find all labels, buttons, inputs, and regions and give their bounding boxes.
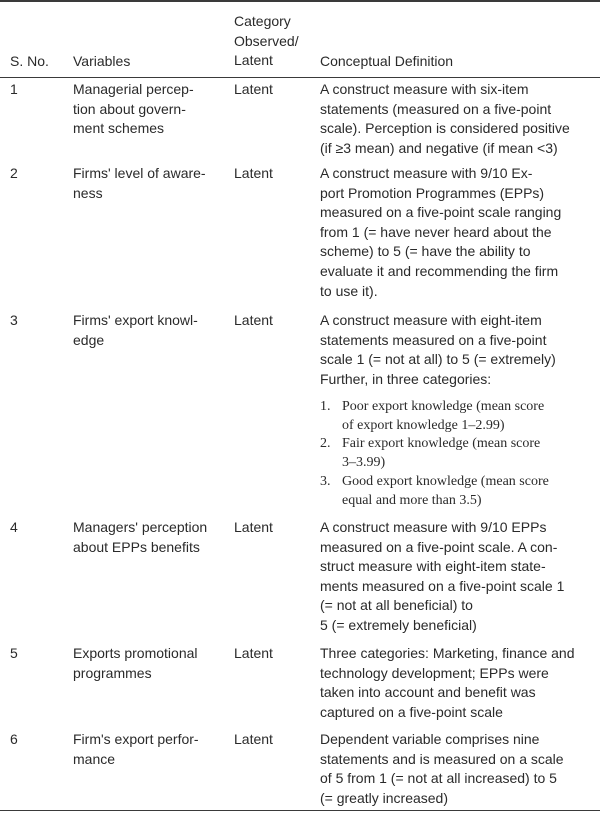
definition-line: 5 (= extremely beneficial) bbox=[320, 616, 477, 633]
list-item-line: of export knowledge 1–2.99) bbox=[342, 417, 505, 433]
variable-line: programmes bbox=[73, 664, 152, 681]
definition-line: Dependent variable comprises nine bbox=[320, 731, 540, 747]
definition-line: A construct measure with eight-item bbox=[320, 312, 542, 328]
row-4-category: Latent bbox=[234, 519, 273, 535]
definition-line: from 1 (= have never heard about the bbox=[320, 223, 552, 240]
definition-line: (= greatly increased) bbox=[320, 789, 449, 806]
row-3-category: Latent bbox=[234, 312, 273, 328]
row-5-variable bbox=[73, 644, 231, 683]
definition-line: A construct measure with 9/10 Ex- bbox=[320, 165, 533, 181]
header-category bbox=[234, 12, 314, 71]
table-bottom-rule bbox=[0, 810, 600, 811]
header-category-line: Observed/ bbox=[234, 32, 299, 49]
row-5-sno: 5 bbox=[10, 645, 18, 661]
row-2-category: Latent bbox=[234, 165, 273, 181]
variable-line: about EPPs benefits bbox=[73, 538, 200, 555]
table-top-rule bbox=[0, 0, 600, 2]
variable-line: Managers' perception bbox=[73, 519, 208, 535]
row-1-sno: 1 bbox=[10, 81, 18, 97]
row-3-definition bbox=[320, 311, 595, 389]
definition-line: to use it). bbox=[320, 282, 378, 299]
definition-line: ments measured on a five-point scale 1 bbox=[320, 577, 565, 594]
row-1-category: Latent bbox=[234, 81, 273, 97]
variable-line: mance bbox=[73, 750, 116, 767]
definition-line: A construct measure with 9/10 EPPs bbox=[320, 519, 547, 535]
list-item-number: 2. bbox=[320, 436, 331, 452]
list-item-number: 1. bbox=[320, 399, 331, 414]
variable-line: edge bbox=[73, 331, 105, 348]
definition-line: measured on a five-point scale. A con- bbox=[320, 538, 558, 555]
list-item bbox=[320, 398, 595, 435]
definition-line: scale). Perception is considered positive bbox=[320, 120, 570, 137]
definition-line: statements measured on a five-point bbox=[320, 331, 547, 348]
definition-line: A construct measure with six-item bbox=[320, 81, 529, 97]
definition-line: struct measure with eight-item state- bbox=[320, 558, 546, 575]
row-4-variable bbox=[73, 518, 231, 557]
header-definition: Conceptual Definition bbox=[320, 53, 454, 69]
row-1-definition bbox=[320, 80, 595, 158]
definition-line: measured on a five-point scale ranging bbox=[320, 204, 562, 221]
row-2-sno: 2 bbox=[10, 165, 18, 181]
row-6-variable bbox=[73, 730, 231, 769]
header-variables: Variables bbox=[73, 53, 131, 69]
variable-line: ness bbox=[73, 184, 103, 201]
definition-line: evaluate it and recommending the firm bbox=[320, 262, 559, 279]
list-item-line: Poor export knowledge (mean score bbox=[342, 399, 545, 414]
definition-line: (if ≥3 mean) and negative (if mean <3) bbox=[320, 139, 558, 156]
row-6-sno: 6 bbox=[10, 731, 18, 747]
header-category-line: Category bbox=[234, 13, 291, 29]
variable-line: tion about govern- bbox=[73, 100, 186, 117]
row-1-variable bbox=[73, 80, 231, 139]
definition-line: statements (measured on a five-point bbox=[320, 100, 552, 117]
definition-line: (= not at all beneficial) to bbox=[320, 597, 473, 614]
row-4-sno: 4 bbox=[10, 519, 18, 535]
list-item-line: Good export knowledge (mean score bbox=[342, 473, 549, 489]
row-3-sno: 3 bbox=[10, 312, 18, 328]
variable-line: Firm's export perfor- bbox=[73, 731, 199, 747]
variable-line: ment schemes bbox=[73, 120, 165, 137]
variable-line: Firms' export knowl- bbox=[73, 312, 198, 328]
definition-line: captured on a five-point scale bbox=[320, 703, 503, 720]
list-item bbox=[320, 473, 595, 510]
row-2-definition bbox=[320, 164, 595, 301]
definition-line: statements and is measured on a scale bbox=[320, 750, 564, 767]
variable-line: Firms' level of aware- bbox=[73, 165, 206, 181]
header-sno: S. No. bbox=[10, 53, 49, 69]
definition-line: Further, in three categories: bbox=[320, 370, 492, 387]
variable-line: Exports promotional bbox=[73, 645, 198, 661]
row-2-variable bbox=[73, 164, 231, 203]
row-4-definition bbox=[320, 518, 595, 636]
definition-line: of 5 from 1 (= not at all increased) to 5 bbox=[320, 770, 557, 787]
row-6-definition bbox=[320, 730, 595, 808]
definition-line: taken into account and benefit was bbox=[320, 684, 536, 701]
definition-line: Three categories: Marketing, finance and bbox=[320, 645, 575, 661]
header-category-line: Latent bbox=[234, 52, 273, 69]
definition-line: port Promotion Programmes (EPPs) bbox=[320, 184, 545, 201]
row-5-category: Latent bbox=[234, 645, 273, 661]
header-rule bbox=[0, 77, 600, 78]
list-item-line: equal and more than 3.5) bbox=[342, 492, 482, 508]
row-5-definition bbox=[320, 644, 595, 722]
list-item-number: 3. bbox=[320, 473, 331, 489]
list-item-line: 3–3.99) bbox=[342, 455, 386, 471]
list-item bbox=[320, 435, 595, 472]
definition-line: technology development; EPPs were bbox=[320, 664, 549, 681]
row-6-category: Latent bbox=[234, 731, 273, 747]
row-3-variable bbox=[73, 311, 231, 350]
list-item-line: Fair export knowledge (mean score bbox=[342, 436, 541, 452]
export-knowledge-list bbox=[320, 398, 595, 510]
definition-line: scale 1 (= not at all) to 5 (= extremely) bbox=[320, 351, 556, 368]
definition-line: scheme) to 5 (= have the ability to bbox=[320, 243, 531, 260]
variable-line: Managerial percep- bbox=[73, 81, 194, 97]
